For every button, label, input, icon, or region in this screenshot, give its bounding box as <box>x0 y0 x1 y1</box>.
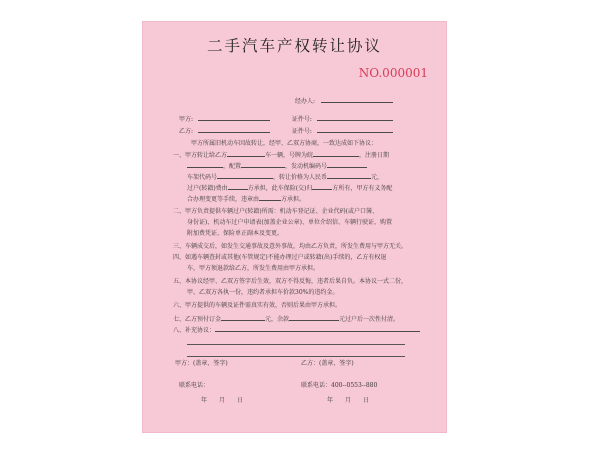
clause-1-text-e: ，发动机编码号 <box>285 163 328 170</box>
clause-1-field-a[interactable] <box>227 150 265 157</box>
agent-row <box>295 96 393 106</box>
party-b-row <box>179 126 393 136</box>
price-field[interactable] <box>327 172 371 179</box>
clause-8 <box>173 325 420 335</box>
vin-field[interactable] <box>217 172 273 179</box>
party-a-date: 年 月 日 <box>201 397 244 404</box>
party-b-id-label: 证件号: <box>291 128 312 135</box>
clause-1-text-f: 车架代码号 <box>187 174 218 181</box>
clause-1-text-b: 车一辆，号牌为皖 <box>265 152 314 159</box>
clause-6: 六、甲方提供的车辆及证件需真实有效，否则后果由甲方承担。 <box>173 302 342 309</box>
supplement-field-1[interactable] <box>215 325 420 332</box>
clause-3: 三、车辆成交后，如发生交通事故及意外事故，均由乙方负责，所发生费用与甲方无关。 <box>173 243 408 250</box>
party-b-id-field[interactable] <box>317 126 393 133</box>
clause-1-text-j: 方承担，此车保险(交)归 <box>247 185 313 192</box>
party-a-id-field[interactable] <box>317 114 393 121</box>
clause-7-text-b: 元，余款 <box>265 316 290 323</box>
fee-party-field[interactable] <box>228 183 248 190</box>
clause-1-text-k: 方所有，甲方有义务配 <box>332 185 393 192</box>
config-field[interactable] <box>241 161 285 168</box>
balance-field[interactable] <box>289 314 339 321</box>
plate-field[interactable] <box>313 150 359 157</box>
clause-8-label: 八、补充协议： <box>173 327 216 334</box>
clause-2-line-3: 附加费凭证、保险单正副本及变更。 <box>187 230 284 237</box>
clause-1-text-c: ，注册日期 <box>359 152 390 159</box>
supplement-field-2[interactable] <box>187 344 405 345</box>
agent-label: 经办人: <box>295 98 316 105</box>
intro-text: 甲方所属旧机动车因故转让，经甲、乙双方协商，一致达成如下协议： <box>191 140 378 147</box>
clause-5-line-2: 甲、乙双方各执一份，违约者承担车价款30%的违约金。 <box>187 289 339 296</box>
clause-1-text-g: ，转让价格为人民币 <box>273 174 328 181</box>
engine-field[interactable] <box>327 161 367 168</box>
party-a-row <box>179 114 393 124</box>
clause-1-text-m: 方承担。 <box>281 196 306 203</box>
clause-1-text-i: 过户(转籍)费由 <box>187 185 228 192</box>
serial-number: NO.000001 <box>358 66 428 80</box>
deposit-field[interactable] <box>221 314 265 321</box>
clause-2-line-1: 二、甲方负责提供车辆过户(转籍)所需：机动车登记证、企业代码(或户口簿、 <box>173 208 379 215</box>
party-a-signature: 甲方：(盖章、签字) <box>175 360 228 367</box>
clause-1-text-d: ，配置 <box>223 163 242 170</box>
reg-date-field[interactable] <box>187 161 223 168</box>
clause-4-line-1: 四、如遇车辆查封或其他(车管规定)不能办理过户或转籍(出)手续的，乙方有权退 <box>173 254 387 261</box>
insurance-party-field[interactable] <box>312 183 332 190</box>
clause-7-text-a: 七、乙方预付订金 <box>173 316 222 323</box>
clause-4-line-2: 车，甲方须退款给乙方，所发生费用由甲方承担。 <box>187 265 320 272</box>
clause-1-text-h: 元， <box>371 174 384 181</box>
agreement-form <box>143 22 446 432</box>
party-b-label: 乙方: <box>179 128 194 135</box>
party-b-phone: 联系电话：400--0553--880 <box>301 382 378 389</box>
party-b-date: 年 月 日 <box>327 397 370 404</box>
party-a-field[interactable] <box>198 114 270 121</box>
clause-1-text-a: 一、甲方转让给乙方 <box>173 152 228 159</box>
clause-5-line-1: 五、本协议经甲、乙双方签字后生效，双方不得反悔，违者后果自负。本协议一式二份， <box>173 278 408 285</box>
clause-1-line-1 <box>173 150 389 160</box>
agent-field[interactable] <box>321 96 393 103</box>
document-title: 二手汽车产权转让协议 <box>206 37 382 55</box>
clause-1-line-3 <box>187 172 383 182</box>
clause-1-text-l: 合办理变更等手续，违章由 <box>187 196 260 203</box>
clause-7 <box>173 314 399 324</box>
party-b-field[interactable] <box>198 126 270 133</box>
party-b-signature: 乙方：(盖章、签字) <box>301 360 354 367</box>
clause-1-line-4 <box>187 183 392 193</box>
party-a-id-label: 证件号: <box>291 116 312 123</box>
clause-1-line-2 <box>187 161 367 171</box>
party-a-phone-label: 联系电话： <box>179 382 210 389</box>
party-a-label: 甲方: <box>179 116 194 123</box>
violation-party-field[interactable] <box>259 194 281 201</box>
clause-1-line-5 <box>187 194 305 204</box>
clause-7-text-c: 元过户后一次性付清。 <box>339 316 400 323</box>
supplement-field-3[interactable] <box>187 356 405 357</box>
clause-2-line-2: 身份证)、机动车过户申请表(加盖企业公章)、单位介绍信、车辆行驶证、购置 <box>187 219 393 226</box>
